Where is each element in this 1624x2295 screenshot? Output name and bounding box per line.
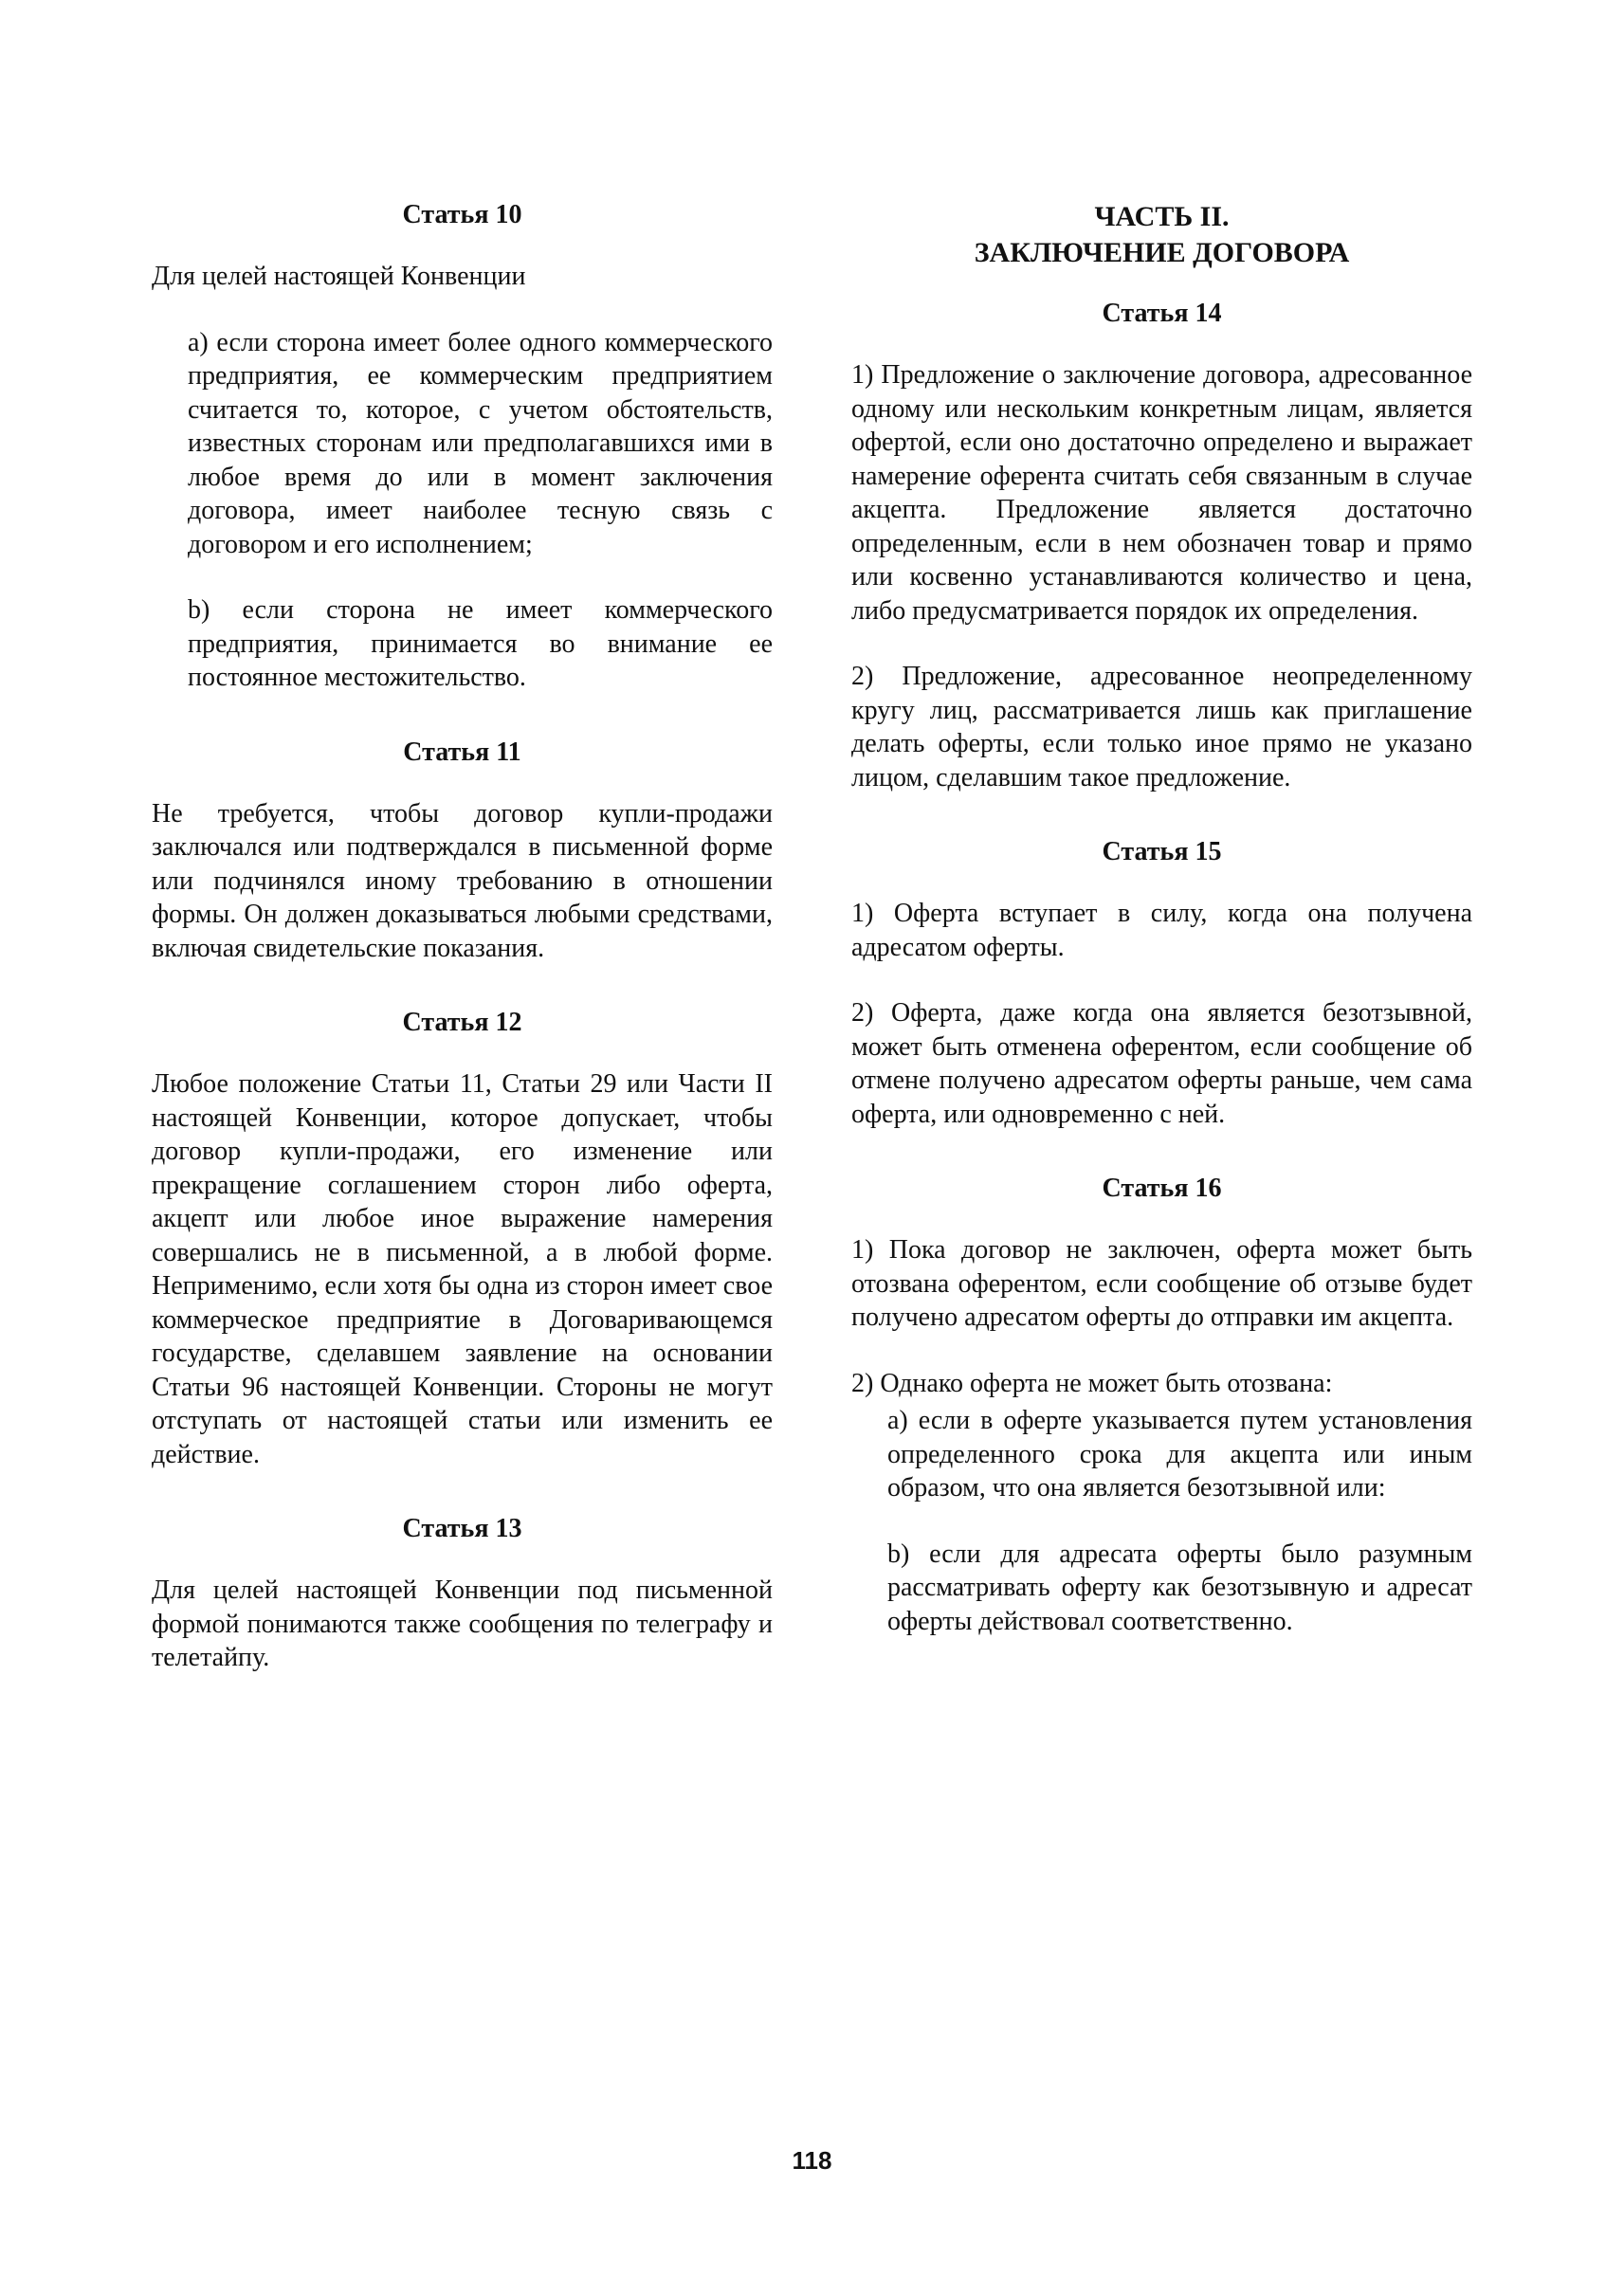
article-12 [152, 1007, 773, 1471]
article-10-item-b: b) если сторона не имеет коммерческого предприятия, принимается во внимание ее постоянное местожительство. [188, 595, 773, 692]
article-14 [851, 298, 1472, 794]
part-2-line-1: ЧАСТЬ II. [1094, 201, 1230, 232]
article-15-heading: Статья 15 [1102, 837, 1222, 866]
article-16-heading: Статья 16 [1102, 1174, 1222, 1203]
article-11-heading: Статья 11 [403, 737, 521, 767]
article-12-text: Любое положение Статьи 11, Статьи 29 или Части II настоящей Конвенции, которое допускает, чтобы договор купли-продажи, его изменение или прекращение соглашением сторон либо оферта, акцепт или любое иное выражение намерения совершались не в письменной, а в любой форме. Неприменимо, если хотя бы одна из сторон имеет свое коммерческое предприятие в Договаривающемся государстве, сделавшем заявление на основании Статьи 96 настоящей Конвенции. Стороны не могут отступать от настоящей статьи или изменить ее действие. [152, 1069, 773, 1469]
article-16-item-a: а) если в оферте указывается путем установления определенного срока для акцепта или иным образом, что она является безотзывной или: [887, 1406, 1472, 1503]
article-13 [152, 1513, 773, 1675]
article-12-heading: Статья 12 [402, 1008, 522, 1037]
part-2-line-2: ЗАКЛЮЧЕНИЕ ДОГОВОРА [974, 237, 1350, 268]
article-10 [152, 199, 773, 695]
article-10-intro: Для целей настоящей Конвенции [152, 262, 526, 291]
article-11 [152, 737, 773, 966]
article-11-text: Не требуется, чтобы договор купли-продажи заключался или подтверждался в письменной форме или подчинялся иному требованию в отношении формы. Он должен доказываться любыми средствами, включая свидетельские показания. [152, 798, 773, 963]
right-column [851, 199, 1472, 1638]
article-13-text: Для целей настоящей Конвенции под письменной формой понимаются также сообщения по телеграфу и телетайпу. [152, 1576, 773, 1672]
article-10-heading: Статья 10 [402, 200, 522, 229]
article-14-para-2: 2) Предложение, адресованное неопределенному кругу лиц, рассматривается лишь как приглашение делать оферты, если только иное прямо не указано лицом, сделавшим такое предложение. [851, 662, 1472, 792]
part-2-title [851, 199, 1472, 271]
article-14-heading: Статья 14 [1102, 299, 1222, 328]
article-10-items [152, 326, 773, 695]
article-16 [851, 1173, 1472, 1638]
article-14-para-1: 1) Предложение о заключение договора, адресованное одному или нескольким конкретным лицам, является офертой, если оно достаточно определено и выражает намерение оферента считать себя связанным в случае акцепта. Предложение является достаточно определенным, если в нем обозначен товар и прямо или косвенно устанавливаются количество и цена, либо предусматривается порядок их определения. [851, 360, 1472, 626]
article-16-para-1: 1) Пока договор не заключен, оферта может быть отозвана оферентом, если сообщение об отзыве будет получено адресатом оферты до отправки им акцепта. [851, 1235, 1472, 1332]
article-10-item-a: а) если сторона имеет более одного коммерческого предприятия, ее коммерческим предприятием считается то, которое, с учетом обстоятельств, известных сторонам или предполагавшихся ими в любое время до или в момент заключения договора, имеет наиболее тесную связь с договором и его исполнением; [188, 327, 773, 559]
article-16-items [851, 1404, 1472, 1638]
page-number: 118 [792, 2146, 832, 2175]
left-column [152, 199, 773, 1675]
article-15-para-2: 2) Оферта, даже когда она является безотзывной, может быть отменена оферентом, если сообщение об отмене получено адресатом оферты раньше, чем сама оферта, или одновременно с ней. [851, 998, 1472, 1129]
article-16-item-b: b) если для адресата оферты было разумным рассматривать оферту как безотзывную и адресат оферты действовал соответственно. [887, 1539, 1472, 1636]
article-16-para-2: 2) Однако оферта не может быть отозвана: [851, 1368, 1333, 1398]
article-15-para-1: 1) Оферта вступает в силу, когда она получена адресатом оферты. [851, 899, 1472, 962]
article-13-heading: Статья 13 [402, 1514, 522, 1543]
article-15 [851, 836, 1472, 1131]
